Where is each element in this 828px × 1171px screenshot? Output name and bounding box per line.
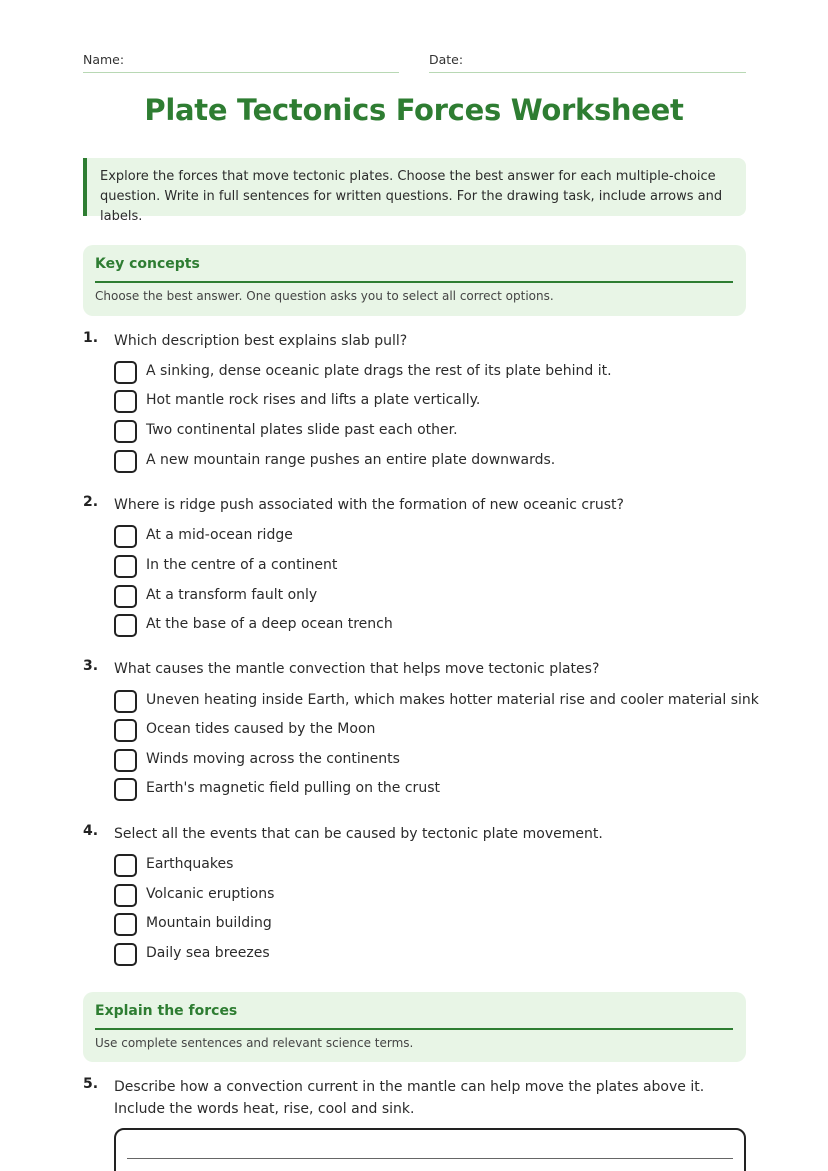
checkbox[interactable]	[114, 585, 137, 608]
option-label: A sinking, dense oceanic plate drags the rest of its plate behind it.	[146, 363, 612, 379]
option-label: At a transform fault only	[146, 587, 318, 603]
checkbox[interactable]	[114, 884, 137, 907]
section-key-concepts	[83, 245, 746, 316]
question-number: 3.	[83, 658, 99, 674]
checkbox[interactable]	[114, 525, 137, 548]
option-label: Uneven heating inside Earth, which makes hotter material rise and cooler material sink	[146, 692, 759, 708]
option-label: Hot mantle rock rises and lifts a plate vertically.	[146, 392, 481, 408]
question-text: Describe how a convection current in the mantle can help move the plates above it. Include the words heat, rise, cool and sink.	[114, 1079, 705, 1117]
name-label: Name:	[83, 52, 125, 67]
section-divider	[95, 281, 733, 283]
section-title: Key concepts	[95, 256, 200, 272]
checkbox[interactable]	[114, 719, 137, 742]
option-label: At the base of a deep ocean trench	[146, 616, 393, 632]
section-subtitle: Choose the best answer. One question asks you to select all correct options.	[95, 289, 554, 303]
checkbox[interactable]	[114, 450, 137, 473]
checkbox[interactable]	[114, 778, 137, 801]
option-label: Ocean tides caused by the Moon	[146, 721, 376, 737]
question-text: Where is ridge push associated with the formation of new oceanic crust?	[114, 497, 624, 513]
question-text: Which description best explains slab pull?	[114, 333, 408, 349]
option-label: Earthquakes	[146, 856, 234, 872]
checkbox[interactable]	[114, 555, 137, 578]
checkbox[interactable]	[114, 690, 137, 713]
option-label: Volcanic eruptions	[146, 886, 275, 902]
answer-line	[127, 1158, 733, 1159]
option-label: A new mountain range pushes an entire plate downwards.	[146, 452, 556, 468]
checkbox[interactable]	[114, 913, 137, 936]
checkbox[interactable]	[114, 420, 137, 443]
name-field[interactable]	[83, 52, 399, 73]
checkbox[interactable]	[114, 854, 137, 877]
checkbox[interactable]	[114, 390, 137, 413]
option-label: Winds moving across the continents	[146, 751, 400, 767]
checkbox[interactable]	[114, 749, 137, 772]
option-label: Two continental plates slide past each other.	[146, 422, 458, 438]
option-label: Earth's magnetic field pulling on the crust	[146, 780, 440, 796]
question-text: What causes the mantle convection that helps move tectonic plates?	[114, 661, 600, 677]
intro-callout: Explore the forces that move tectonic plates. Choose the best answer for each multiple-choice question. Write in full sentences for written questions. For the drawing task, include arrows and labels.	[83, 158, 746, 216]
worksheet-title: Plate Tectonics Forces Worksheet	[144, 93, 684, 127]
option-label: Mountain building	[146, 915, 272, 931]
question-number: 4.	[83, 823, 99, 839]
option-label: Daily sea breezes	[146, 945, 270, 961]
section-explain-forces	[83, 992, 746, 1062]
question-text: Select all the events that can be caused by tectonic plate movement.	[114, 826, 603, 842]
question-number: 2.	[83, 494, 99, 510]
header-fields	[83, 52, 746, 74]
date-label: Date:	[429, 52, 464, 67]
section-subtitle: Use complete sentences and relevant science terms.	[95, 1036, 414, 1050]
section-title: Explain the forces	[95, 1003, 238, 1019]
option-label: At a mid-ocean ridge	[146, 527, 293, 543]
section-divider	[95, 1028, 733, 1030]
answer-box[interactable]	[114, 1128, 746, 1171]
option-label: In the centre of a continent	[146, 557, 338, 573]
question-number: 5.	[83, 1076, 99, 1092]
question-number: 1.	[83, 330, 99, 346]
date-field[interactable]	[429, 52, 746, 73]
checkbox[interactable]	[114, 361, 137, 384]
checkbox[interactable]	[114, 614, 137, 637]
checkbox[interactable]	[114, 943, 137, 966]
